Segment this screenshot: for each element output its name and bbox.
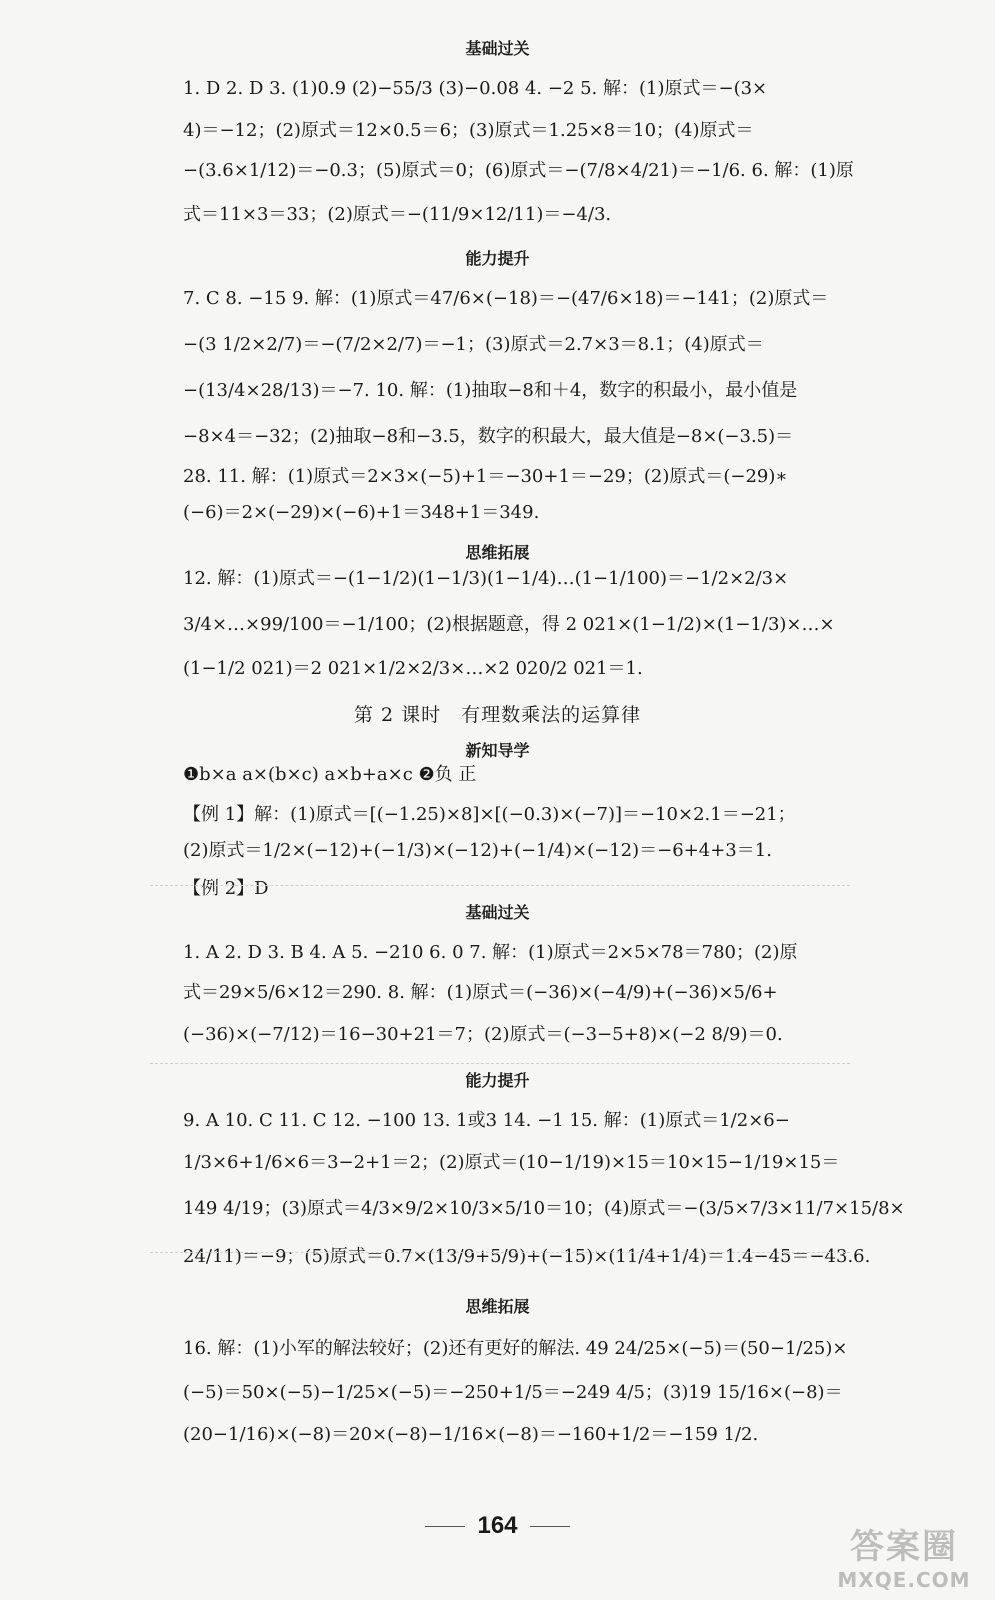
answer-line: 9. A 10. C 11. C 12. −100 13. 1或3 14. −1 15. 解：(1)原式＝1/2×6− (183, 1110, 790, 1131)
answer-line: −8×4＝−32；(2)抽取−8和−3.5，数字的积最大，最大值是−8×(−3.5)＝ (183, 426, 794, 447)
section-heading: 能力提升 (465, 1071, 530, 1090)
answer-line: 7. C 8. −15 9. 解：(1)原式＝47/6×(−18)＝−(47/6×18)＝−141；(2)原式＝ (183, 288, 829, 309)
answer-line: (20−1/16)×(−8)＝20×(−8)−1/16×(−8)＝−160+1/2＝−159 1/2. (183, 1424, 759, 1445)
answer-line: (−6)＝2×(−29)×(−6)+1＝348+1＝349. (183, 502, 540, 523)
divider (150, 1063, 850, 1064)
answer-line: 28. 11. 解：(1)原式＝2×3×(−5)+1＝−30+1＝−29；(2)原式＝(−29)∗ (183, 466, 788, 487)
divider (150, 1252, 850, 1253)
section-heading: 思维拓展 (465, 1297, 530, 1316)
section-heading: 思维拓展 (465, 543, 530, 562)
divider (150, 885, 850, 886)
answer-line: 149 4/19；(3)原式＝4/3×9/2×10/3×5/10＝10；(4)原式＝−(3/5×7/3×11/7×15/8× (183, 1198, 905, 1219)
answer-line: 【例 2】D (183, 878, 269, 899)
page-number: 164 (0, 1512, 995, 1540)
answer-line: 【例 1】解：(1)原式＝[(−1.25)×8]×[(−0.3)×(−7)]＝−10×2.1＝−21； (183, 804, 796, 825)
answer-line: 1/3×6+1/6×6＝3−2+1＝2；(2)原式＝(10−1/19)×15＝10×15−1/19×15＝ (183, 1152, 840, 1173)
lesson-title: 第 2 课时 有理数乘法的运算律 (353, 704, 642, 726)
section-heading: 新知导学 (465, 741, 530, 760)
watermark-logo: 答案圈 MXQE.COM (837, 1527, 971, 1592)
section-heading: 基础过关 (465, 39, 530, 58)
answer-line: 1. A 2. D 3. B 4. A 5. −210 6. 0 7. 解：(1)原式＝2×5×78＝780；(2)原 (183, 942, 798, 963)
answer-line: 式＝29×5/6×12＝290. 8. 解：(1)原式＝(−36)×(−4/9)+(−36)×5/6+ (183, 982, 778, 1003)
section-heading: 基础过关 (465, 903, 530, 922)
answer-line: 12. 解：(1)原式＝−(1−1/2)(1−1/3)(1−1/4)…(1−1/100)＝−1/2×2/3× (183, 568, 789, 589)
answer-line: −(3 1/2×2/7)＝−(7/2×2/7)＝−1；(3)原式＝2.7×3＝8.1；(4)原式＝ (183, 334, 764, 355)
answer-line: 4)＝−12；(2)原式＝12×0.5＝6；(3)原式＝1.25×8＝10；(4)原式＝ (183, 120, 754, 141)
answer-line: 16. 解：(1)小军的解法较好；(2)还有更好的解法. 49 24/25×(−5)＝(50−1/25)× (183, 1338, 848, 1359)
answer-line: −(13/4×28/13)＝−7. 10. 解：(1)抽取−8和＋4，数字的积最小，最小值是 (183, 380, 798, 401)
answer-line: ❶b×a a×(b×c) a×b+a×c ❷负 正 (183, 764, 477, 785)
answer-line: (−36)×(−7/12)＝16−30+21＝7；(2)原式＝(−3−5+8)×(−2 8/9)＝0. (183, 1024, 783, 1045)
answer-line: 式＝11×3＝33；(2)原式＝−(11/9×12/11)＝−4/3. (183, 204, 612, 225)
answer-line: 24/11)＝−9；(5)原式＝0.7×(13/9+5/9)+(−15)×(11/4+1/4)＝1.4−45＝−43.6. (183, 1246, 871, 1267)
answer-line: 1. D 2. D 3. (1)0.9 (2)−55/3 (3)−0.08 4. −2 5. 解：(1)原式＝−(3× (183, 78, 768, 99)
answer-line: (1−1/2 021)＝2 021×1/2×2/3×…×2 020/2 021＝1. (183, 658, 643, 679)
answer-line: (−5)＝50×(−5)−1/25×(−5)＝−250+1/5＝−249 4/5；(3)19 15/16×(−8)＝ (183, 1382, 843, 1403)
answer-line: 3/4×…×99/100＝−1/100；(2)根据题意，得 2 021×(1−1/2)×(1−1/3)×…× (183, 614, 835, 635)
section-heading: 能力提升 (465, 249, 530, 268)
answer-line: −(3.6×1/12)＝−0.3；(5)原式＝0；(6)原式＝−(7/8×4/21)＝−1/6. 6. 解：(1)原 (183, 160, 854, 181)
answer-line: (2)原式＝1/2×(−12)+(−1/3)×(−12)+(−1/4)×(−12)＝−6+4+3＝1. (183, 840, 772, 861)
